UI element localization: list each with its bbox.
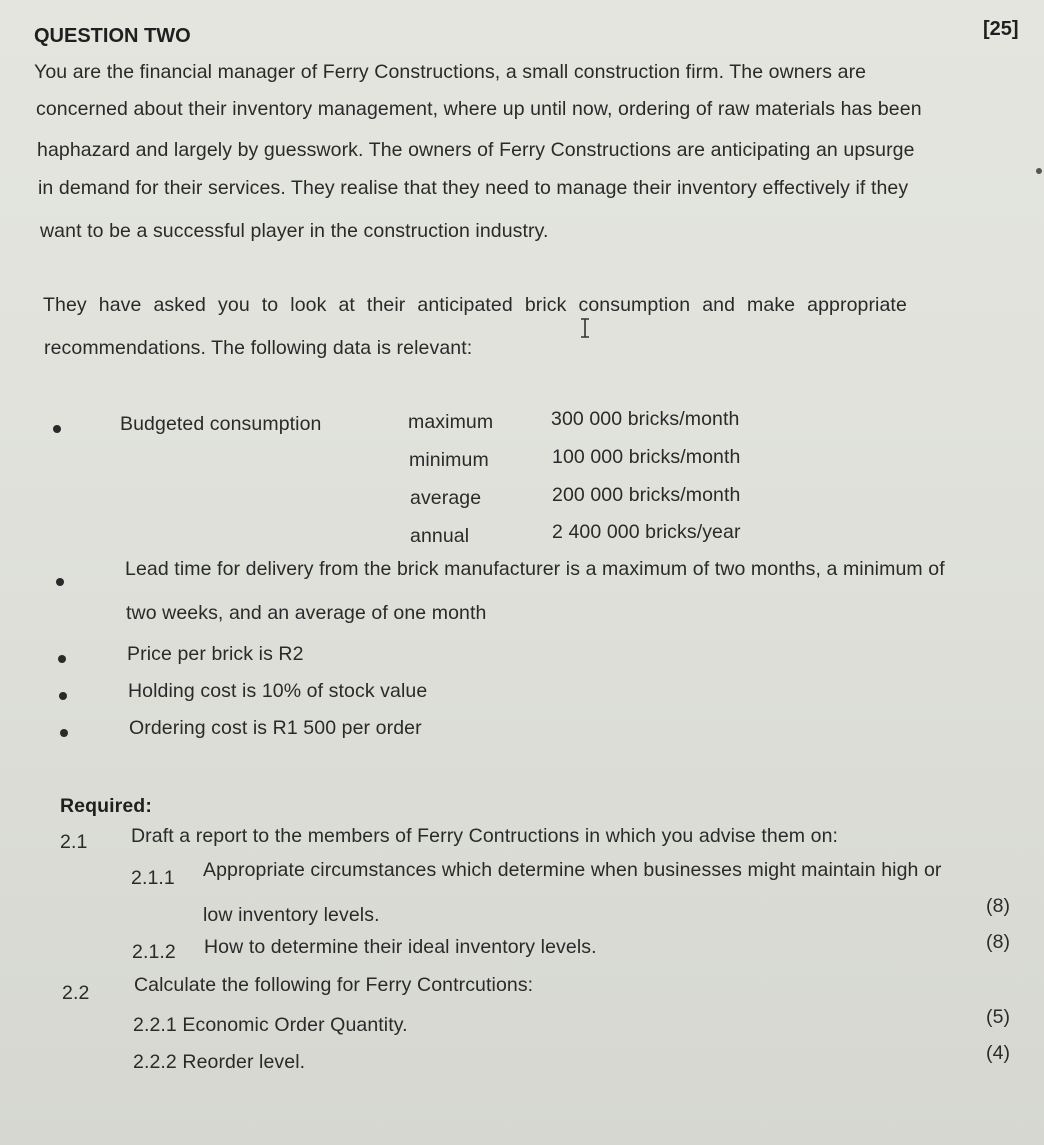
- q21-number: 2.1: [60, 831, 88, 853]
- q211-line-2: low inventory levels.: [203, 904, 380, 926]
- intro-line-3: haphazard and largely by guesswork. The owners of Ferry Constructions are anticipating an upsurge: [37, 139, 915, 161]
- q211-line-1: Appropriate circumstances which determine when businesses might maintain high or: [203, 859, 942, 881]
- bullet: [53, 425, 61, 433]
- q221-text: 2.2.1 Economic Order Quantity.: [133, 1014, 408, 1036]
- bullet: [60, 729, 68, 737]
- q22-number: 2.2: [62, 982, 90, 1004]
- consumption-min-label: minimum: [409, 449, 489, 471]
- consumption-avg-value: 200 000 bricks/month: [552, 484, 741, 506]
- q22-text: Calculate the following for Ferry Contrcutions:: [134, 974, 534, 996]
- q222-text: 2.2.2 Reorder level.: [133, 1051, 306, 1073]
- ordering-bullet: Ordering cost is R1 500 per order: [129, 717, 422, 739]
- q221-marks: (5): [986, 1006, 1011, 1028]
- consumption-min-value: 100 000 bricks/month: [552, 446, 741, 468]
- intro-line-1: You are the financial manager of Ferry Constructions, a small construction firm. The owners are: [34, 61, 867, 83]
- required-label: Required:: [60, 795, 152, 817]
- q212-text: How to determine their ideal inventory levels.: [204, 936, 597, 958]
- total-marks: [25]: [983, 18, 1019, 40]
- consumption-max-label: maximum: [408, 411, 494, 433]
- q212-marks: (8): [986, 931, 1011, 953]
- bullet: [59, 692, 67, 700]
- holding-bullet: Holding cost is 10% of stock value: [128, 680, 428, 702]
- bullet: [56, 578, 64, 586]
- q212-number: 2.1.2: [132, 941, 176, 963]
- question-title: QUESTION TWO: [34, 25, 191, 47]
- request-line-2: recommendations. The following data is relevant:: [44, 337, 473, 359]
- intro-line-5: want to be a successful player in the construction industry.: [40, 220, 549, 242]
- consumption-label: Budgeted consumption: [120, 413, 322, 435]
- consumption-annual-value: 2 400 000 bricks/year: [552, 521, 741, 543]
- q211-number: 2.1.1: [131, 867, 175, 889]
- bullet: [58, 655, 66, 663]
- q222-marks: (4): [986, 1042, 1011, 1064]
- q211-marks: (8): [986, 895, 1011, 917]
- lead-time-line-2: two weeks, and an average of one month: [126, 602, 487, 624]
- intro-line-2: concerned about their inventory management, where up until now, ordering of raw materials has been: [36, 98, 922, 120]
- margin-dot: [1036, 168, 1042, 174]
- consumption-annual-label: annual: [410, 525, 470, 547]
- request-line-1: They have asked you to look at their anticipated brick consumption and make appropriate: [43, 294, 907, 316]
- consumption-max-value: 300 000 bricks/month: [551, 408, 740, 430]
- text-cursor-icon: [578, 318, 592, 338]
- price-bullet: Price per brick is R2: [127, 643, 304, 665]
- q21-text: Draft a report to the members of Ferry Contructions in which you advise them on:: [131, 825, 839, 847]
- lead-time-line-1: Lead time for delivery from the brick manufacturer is a maximum of two months, a minimum of: [125, 558, 945, 580]
- consumption-avg-label: average: [410, 487, 482, 509]
- intro-line-4: in demand for their services. They realise that they need to manage their inventory effectively if they: [38, 177, 909, 199]
